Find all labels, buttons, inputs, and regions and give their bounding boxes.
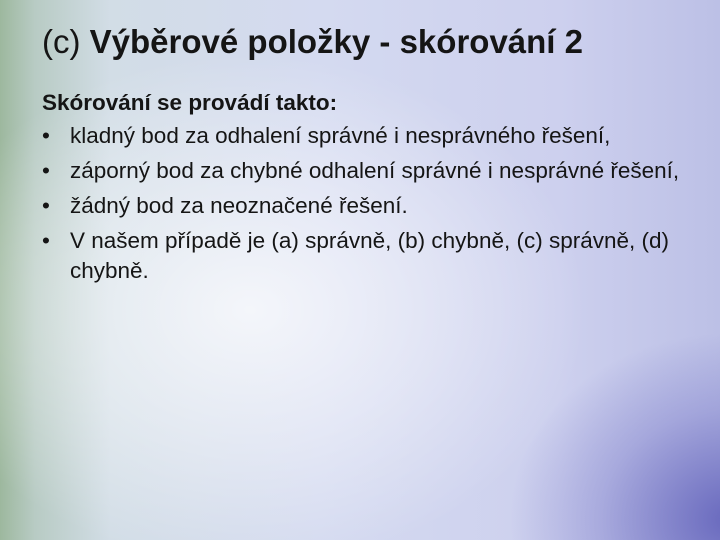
bullet-text: V našem případě je (a) správně, (b) chybně, (c) správně, (d) chybně.: [70, 228, 670, 283]
title-prefix: (c): [42, 23, 90, 60]
bullet-list: [42, 121, 692, 286]
bullet-item: [42, 121, 692, 151]
bullet-text: kladný bod za odhalení správné i nesprávného řešení,: [70, 123, 611, 148]
slide-body: [42, 88, 692, 291]
bullet-dot-icon: •: [42, 193, 50, 218]
bullet-item: [42, 156, 692, 186]
bullet-item: [42, 226, 692, 286]
bullet-text: žádný bod za neoznačené řešení.: [70, 193, 408, 218]
bullet-dot-icon: •: [42, 158, 50, 183]
bullet-text: záporný bod za chybné odhalení správné i nesprávné řešení,: [70, 158, 680, 183]
bullet-item: [42, 191, 692, 221]
lead-text: Skórování se provádí takto:: [42, 90, 338, 115]
bullet-dot-icon: •: [42, 123, 50, 148]
bullet-dot-icon: •: [42, 228, 50, 253]
title-main: Výběrové položky - skórování 2: [89, 23, 583, 60]
slide-title: [42, 18, 712, 66]
